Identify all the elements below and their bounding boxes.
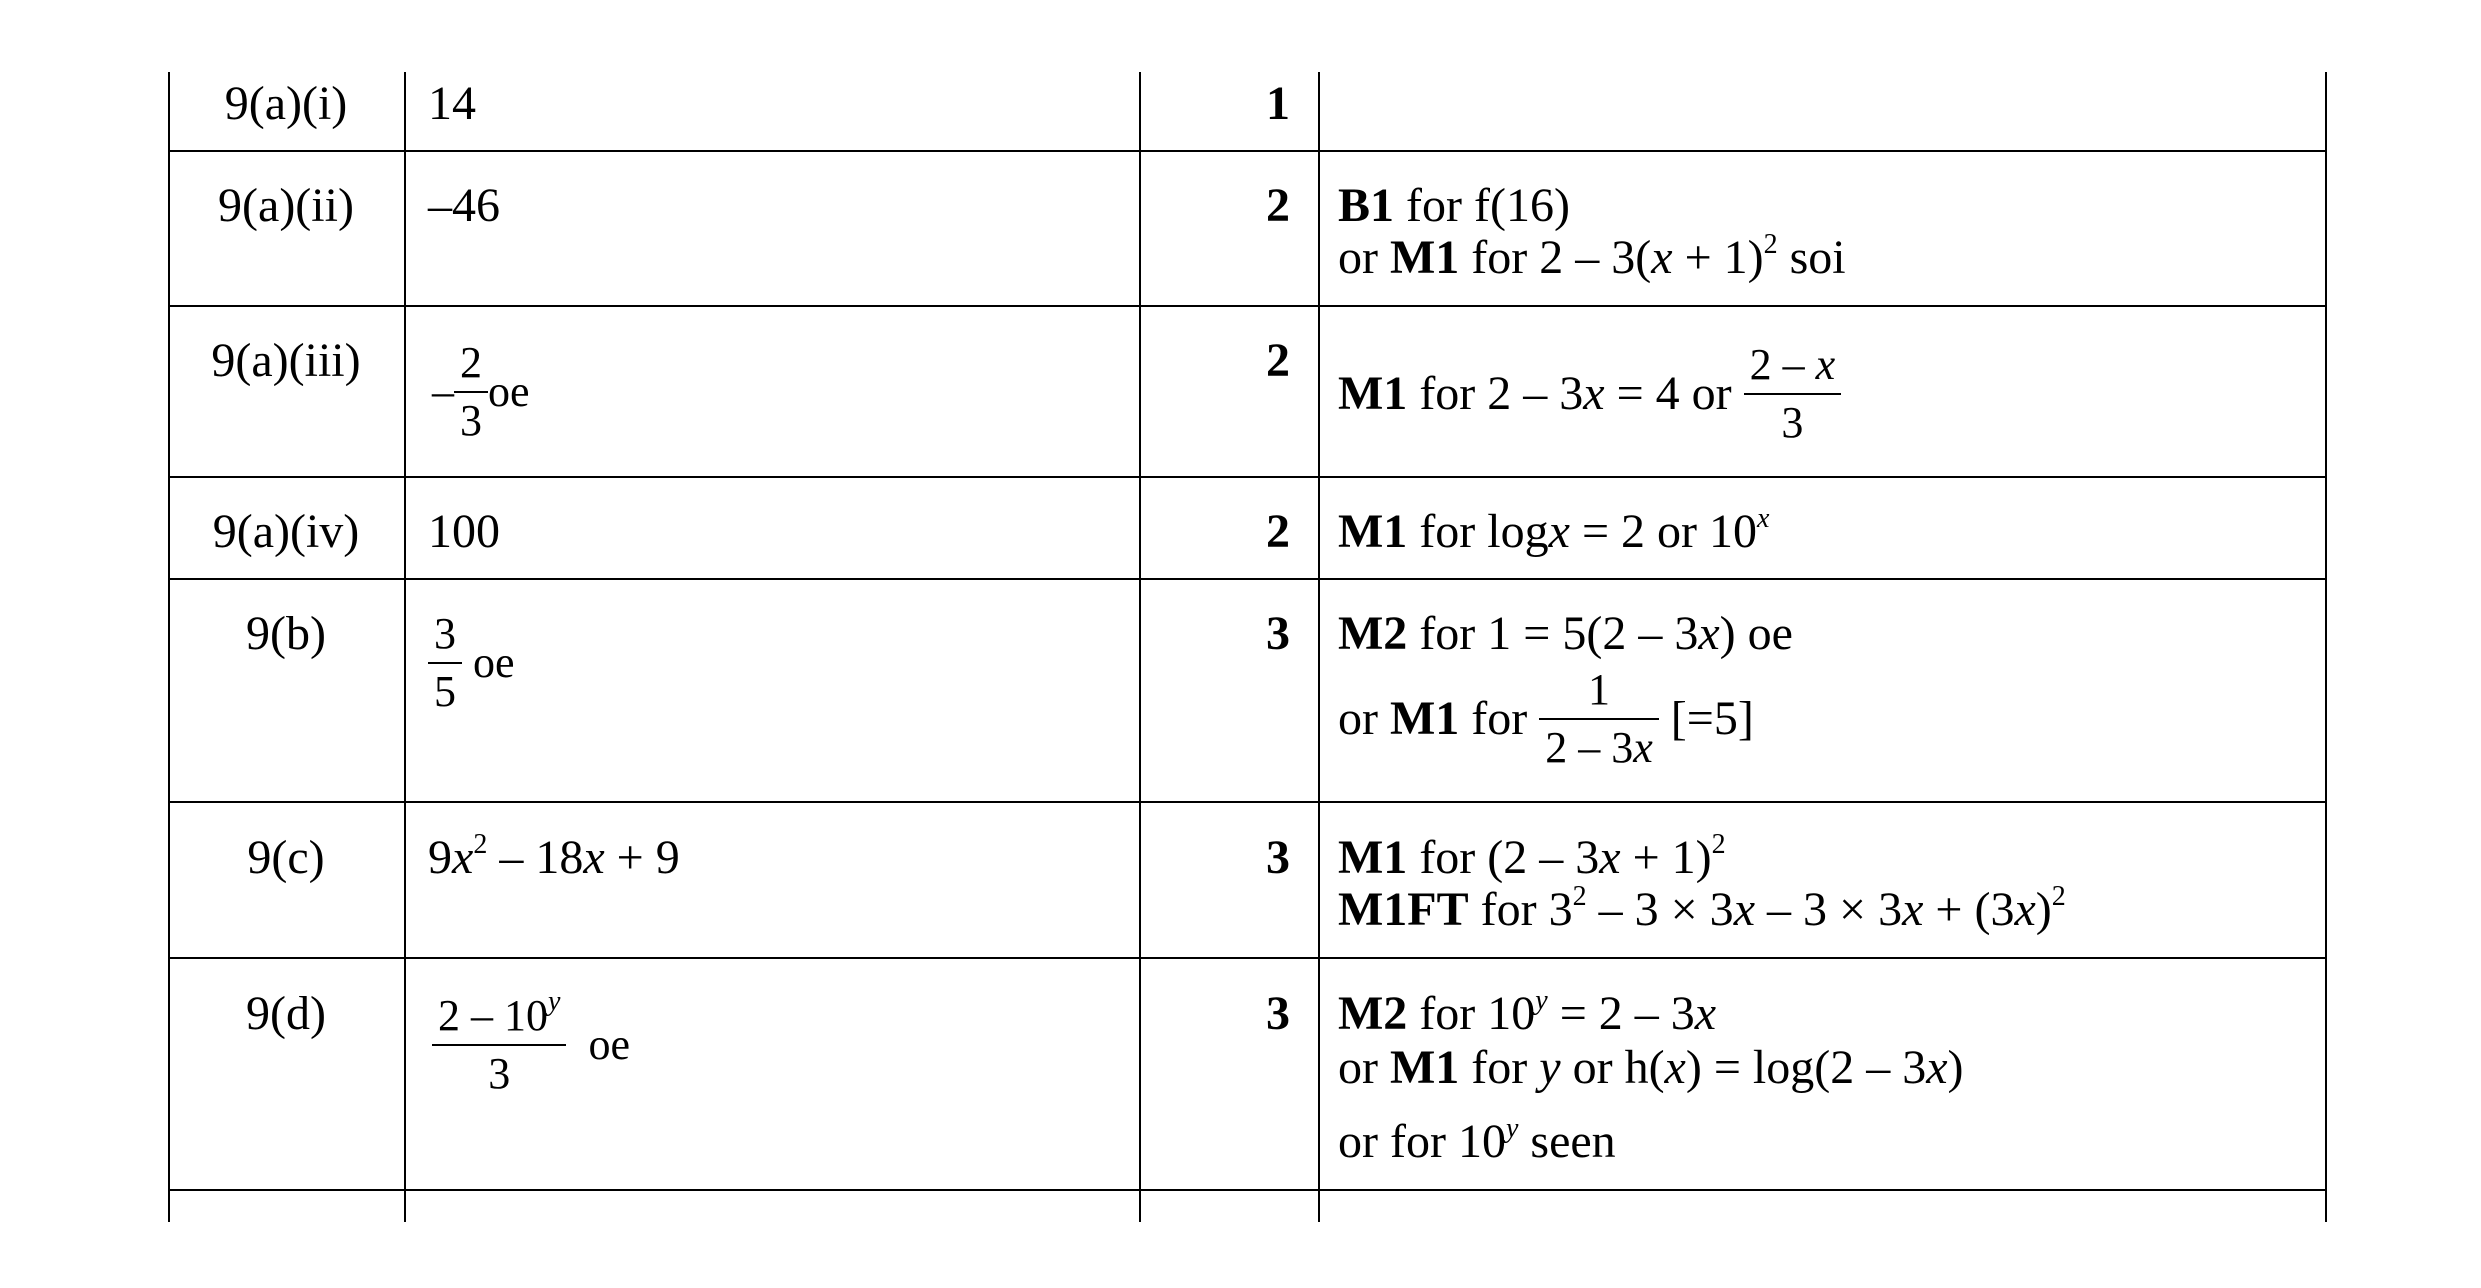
guidance-line (1338, 881, 2066, 936)
marks: 3 (1266, 831, 1290, 884)
guidance-text: for f(16) (1394, 179, 1570, 232)
fraction (1539, 665, 1659, 772)
answer-text: 9 (428, 831, 452, 884)
guidance-text: = 2 or 10 (1569, 505, 1757, 558)
guidance-text: for 2 – 3( (1459, 231, 1652, 284)
variable: x (1548, 505, 1570, 558)
guidance-text: ) (1947, 1041, 1964, 1094)
guidance-text: + 1) (1672, 231, 1764, 284)
numerator: 1 (1588, 665, 1611, 714)
variable: y (1539, 1041, 1561, 1094)
fraction (432, 986, 566, 1098)
denominator: 5 (428, 662, 462, 714)
numerator-text: 2 – (1749, 340, 1816, 389)
question-part: 9(a)(iv) (212, 505, 360, 558)
numerator (1744, 340, 1842, 393)
variable: x (1757, 503, 1770, 534)
mark-code: M1FT (1338, 883, 1469, 936)
table-border-right (2325, 72, 2327, 1222)
guidance-text: for log (1407, 505, 1549, 558)
guidance-text: or (1338, 692, 1390, 745)
exponent (548, 986, 560, 1017)
guidance-line (1338, 829, 1726, 884)
variable: x (1664, 1041, 1686, 1094)
exponent (1535, 985, 1547, 1016)
exponent: 2 (1711, 829, 1726, 860)
numerator: 2 (460, 338, 482, 387)
denominator: 3 (432, 1044, 566, 1096)
variable: x (1733, 883, 1755, 936)
variable: y (1535, 985, 1548, 1016)
guidance-text: for 1 = 5(2 – 3 (1407, 607, 1699, 660)
guidance-text: for 2 – 3 (1407, 367, 1584, 420)
guidance-text: ) oe (1719, 607, 1793, 660)
mark-code: B1 (1338, 179, 1395, 232)
guidance-line (1338, 503, 1770, 558)
guidance-line (1338, 179, 1570, 232)
variable: y (1505, 1113, 1519, 1144)
mark-code: M1 (1338, 831, 1408, 884)
variable: x (1902, 883, 1924, 936)
guidance-text: or for 10 (1338, 1115, 1506, 1168)
mark-code: M1 (1338, 367, 1408, 420)
guidance-line (1338, 985, 1717, 1040)
variable: x (1633, 723, 1653, 772)
fraction (454, 338, 488, 445)
guidance-text: for 10 (1407, 987, 1536, 1040)
denominator-text: 2 – 3 (1545, 723, 1634, 772)
denominator: 3 (1744, 393, 1842, 445)
marks: 1 (1266, 77, 1290, 130)
fraction (428, 609, 462, 716)
marks: 3 (1266, 607, 1290, 660)
variable: x (1651, 231, 1673, 284)
guidance-text: [=5] (1658, 692, 1754, 745)
guidance-text: or h( (1560, 1041, 1665, 1094)
guidance-line (1338, 607, 1793, 660)
guidance-text: or (1338, 231, 1390, 284)
question-part: 9(b) (246, 607, 326, 660)
variable: x (1815, 340, 1836, 389)
exponent: 2 (1763, 229, 1778, 260)
guidance-line (1338, 340, 1841, 447)
guidance-text: – 3 × 3 (1755, 883, 1903, 936)
guidance-line (1338, 1113, 1616, 1168)
variable: x (1926, 1041, 1948, 1094)
guidance-text: = 2 – 3 (1547, 987, 1695, 1040)
guidance-text: for (1459, 1041, 1540, 1094)
answer-text: + 9 (604, 831, 680, 884)
mark-code: M2 (1338, 987, 1408, 1040)
fraction (1744, 340, 1842, 447)
mark-code: M1 (1389, 1041, 1460, 1094)
exponent: 2 (473, 829, 488, 860)
guidance-line (1338, 229, 1846, 284)
variable: x (1599, 831, 1621, 884)
guidance-text: = 4 or (1604, 367, 1744, 420)
variable: x (2014, 883, 2036, 936)
row-divider (168, 1189, 2327, 1191)
guidance-text: ) (2035, 883, 2052, 936)
marks: 2 (1266, 334, 1290, 387)
numerator-text: 2 – 10 (438, 991, 548, 1040)
variable: x (583, 831, 605, 884)
mark-code: M1 (1389, 231, 1460, 284)
row-divider (168, 801, 2327, 803)
guidance-text: ) = log(2 – 3 (1685, 1041, 1927, 1094)
row-divider (168, 957, 2327, 959)
answer (428, 609, 515, 716)
answer-suffix: oe (488, 367, 530, 416)
guidance-text: – 3 × 3 (1586, 883, 1734, 936)
exponent: 2 (1572, 881, 1587, 912)
guidance-text: + 1) (1620, 831, 1712, 884)
marks: 3 (1266, 987, 1290, 1040)
question-part: 9(a)(iii) (211, 334, 361, 387)
question-part: 9(d) (246, 987, 326, 1040)
marks: 2 (1266, 179, 1290, 232)
mark-code: M1 (1389, 692, 1460, 745)
minus-sign: – (432, 367, 454, 416)
variable: x (1694, 987, 1717, 1040)
column-divider (404, 72, 406, 1222)
question-part: 9(a)(ii) (218, 179, 354, 232)
answer: 100 (428, 505, 500, 558)
variable: x (1583, 367, 1605, 420)
exponent: 2 (2051, 881, 2066, 912)
question-part: 9(a)(i) (224, 77, 348, 130)
variable: x (1698, 607, 1720, 660)
question-part: 9(c) (247, 831, 325, 884)
mark-code: M1 (1338, 505, 1408, 558)
guidance-text: soi (1777, 231, 1846, 284)
column-divider (1318, 72, 1320, 1222)
guidance-text: + (3 (1923, 883, 2015, 936)
answer-suffix: oe (588, 1020, 630, 1069)
answer (428, 829, 680, 884)
exponent (1757, 503, 1769, 534)
row-divider (168, 150, 2327, 152)
answer-text: – 18 (487, 831, 584, 884)
variable: y (548, 986, 561, 1017)
column-divider (1139, 72, 1141, 1222)
row-divider (168, 476, 2327, 478)
variable: x (452, 831, 474, 884)
answer: –46 (428, 179, 500, 232)
guidance-text: for (2 – 3 (1407, 831, 1600, 884)
row-divider (168, 305, 2327, 307)
guidance-text: or (1338, 1041, 1390, 1094)
exponent (1506, 1113, 1518, 1144)
denominator (1539, 718, 1659, 770)
numerator: 3 (434, 609, 456, 658)
row-divider (168, 578, 2327, 580)
denominator: 3 (454, 391, 488, 443)
numerator (432, 986, 566, 1044)
answer-suffix: oe (473, 638, 515, 687)
guidance-text: for 3 (1468, 883, 1573, 936)
guidance-text: seen (1518, 1115, 1616, 1168)
guidance-line (1338, 665, 1754, 772)
mark-code: M2 (1338, 607, 1408, 660)
answer (432, 338, 530, 445)
guidance-line (1338, 1041, 1964, 1094)
guidance-text: for (1459, 692, 1540, 745)
answer: 14 (428, 77, 476, 130)
marks: 2 (1266, 505, 1290, 558)
answer (432, 986, 630, 1098)
